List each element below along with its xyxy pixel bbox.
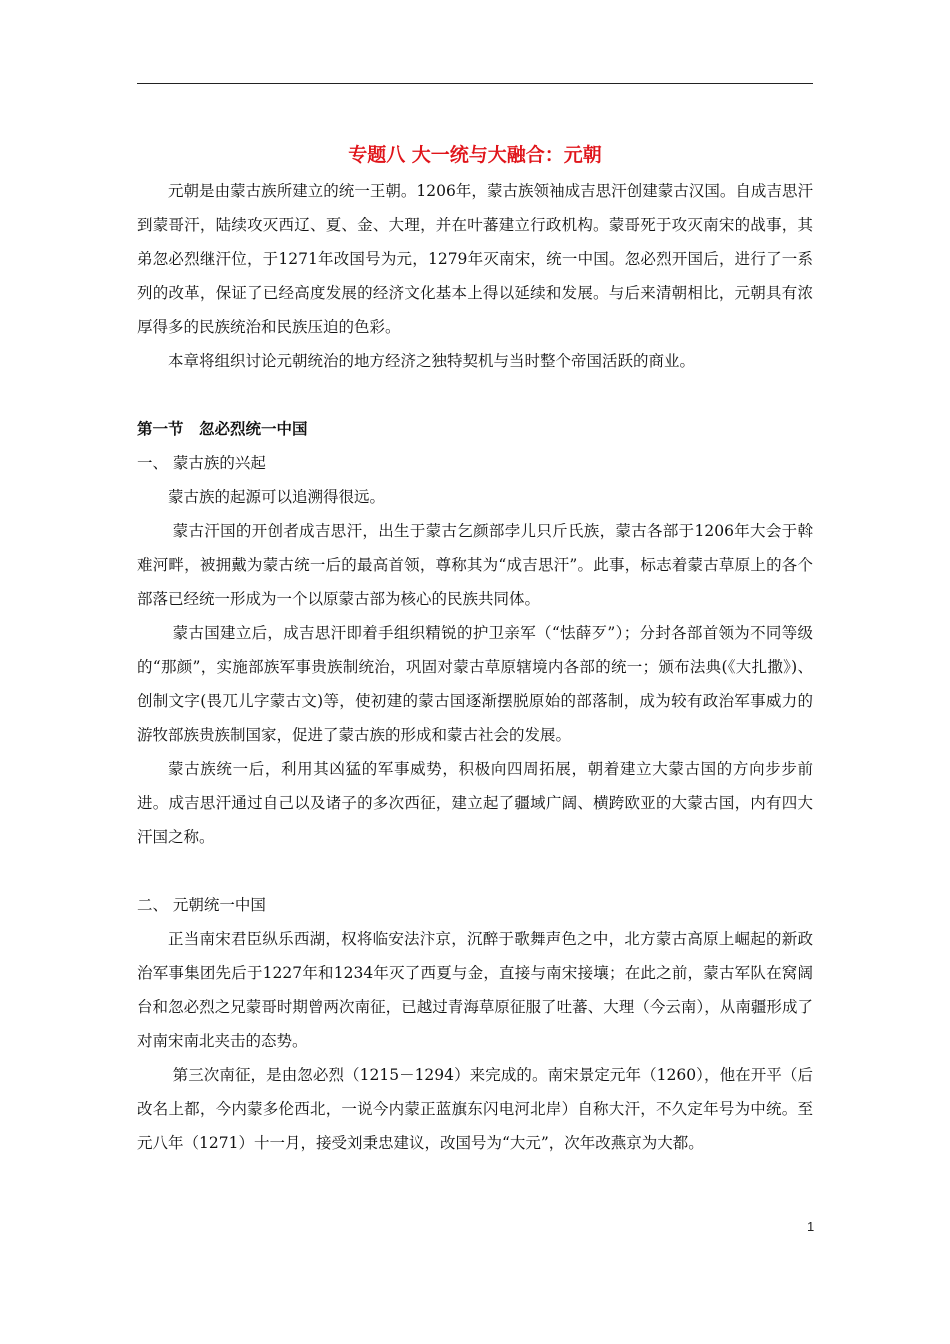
document-title: 专题八 大一统与大融合：元朝 [348,144,602,166]
paragraph-third-campaign: 第三次南征，是由忽必烈（1215－1294）来完成的。南宋景定元年（1260），他在开平（后改名上都，今内蒙多伦西北，一说今内蒙正蓝旗东闪电河北岸）自称大汗，不久定年号为中统。至元八年（1271）十一月，接受刘秉忠建议，改国号为“大元”，次年改燕京为大都。 [137,1066,813,1152]
intro-paragraph-2: 本章将组织讨论元朝统治的地方经济之独特契机与当时整个帝国活跃的商业。 [168,352,696,370]
intro-paragraph-1: 元朝是由蒙古族所建立的统一王朝。1206年，蒙古族领袖成吉思汗创建蒙古汉国。自成吉思汗到蒙哥汗，陆续攻灭西辽、夏、金、大理，并在叶蕃建立行政机构。蒙哥死于攻灭南宋的战事，其弟忽必烈继汗位，于1271年改国号为元，1279年灭南宋，统一中国。忽必烈开国后，进行了一系列的改革，保证了已经高度发展的经济文化基本上得以延续和发展。与后来清朝相比，元朝具有浓厚得多的民族统治和民族压迫的色彩。 [137,182,813,336]
subsection-heading-2: 二、 元朝统一中国 [137,896,266,914]
paragraph-expansion: 蒙古族统一后，利用其凶猛的军事威势，积极向四周拓展，朝着建立大蒙古国的方向步步前进。成吉思汗通过自己以及诸子的多次西征，建立起了疆域广阔、横跨欧亚的大蒙古国，内有四大汗国之称。 [137,760,813,846]
paragraph-genghis: 蒙古汗国的开创者成吉思汗，出生于蒙古乞颜部孛儿只斤氏族，蒙古各部于1206年大会于斡难河畔，被拥戴为蒙古统一后的最高首领，尊称其为“成吉思汗”。此事，标志着蒙古草原上的各个部落已经统一形成为一个以原蒙古部为核心的民族共同体。 [137,522,813,608]
paragraph-origin: 蒙古族的起源可以追溯得很远。 [168,488,386,506]
subsection-heading-1: 一、 蒙古族的兴起 [137,454,266,472]
section-heading-1: 第一节 忽必烈统一中国 [137,420,308,438]
paragraph-state-building: 蒙古国建立后，成吉思汗即着手组织精锐的护卫亲军（“怯薛歹”）；分封各部首领为不同等级的“那颜”，实施部族军事贵族制统治，巩固对蒙古草原辖境内各部的统一；颁布法典(《大扎撒》)、创制文字(畏兀儿字蒙古文)等，使初建的蒙古国逐渐摆脱原始的部落制，成为较有政治军事威力的游牧部族贵族制国家，促进了蒙古族的形成和蒙古社会的发展。 [137,624,813,744]
header-rule [137,83,813,84]
document-body [137,138,813,1160]
paragraph-southern-song: 正当南宋君臣纵乐西湖，权将临安法汴京，沉醉于歌舞声色之中，北方蒙古高原上崛起的新政治军事集团先后于1227年和1234年灭了西夏与金，直接与南宋接壤；在此之前，蒙古军队在窝阔台和忽必烈之兄蒙哥时期曾两次南征，已越过青海草原征服了吐蕃、大理（今云南），从南疆形成了对南宋南北夹击的态势。 [137,930,813,1050]
page-number: 1 [807,1219,815,1234]
